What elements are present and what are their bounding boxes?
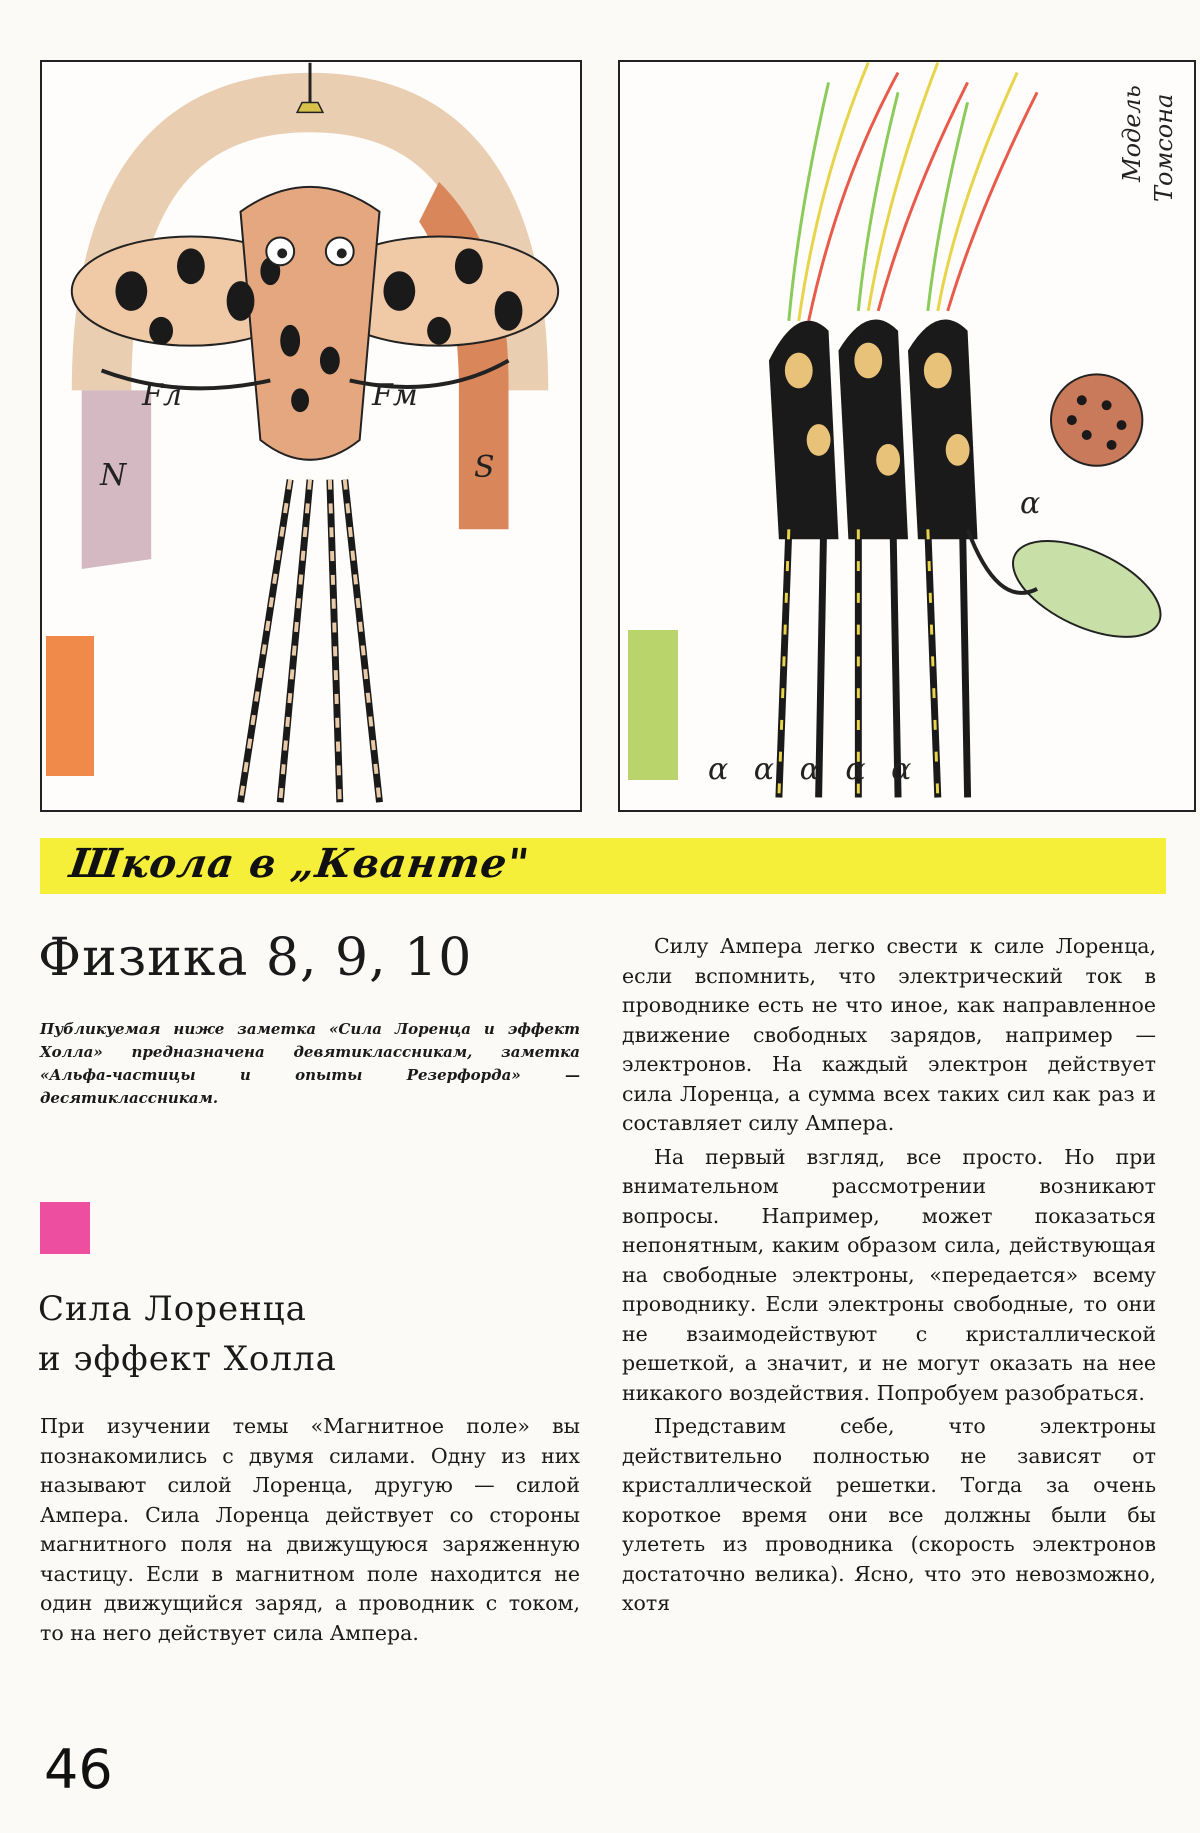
accent-square (40, 1202, 90, 1254)
banner-title: Школа в „Кванте" (66, 840, 533, 887)
magnet-south-label: S (474, 450, 495, 485)
article-title-line2: и эффект Холла (38, 1339, 337, 1379)
alpha-row-label: α α α α α (708, 752, 920, 787)
thomson-model-label-line1: Модель (1118, 85, 1146, 182)
lorentz-creature-drawing (42, 62, 580, 810)
illustration-lorentz-creature (40, 60, 582, 812)
article-paragraph: На первый взгляд, все просто. Но при внимательном рассмотрении возникают вопросы. Например, может показаться непонятным, каким образом сила, действующая на свободные электроны, «передается» всему проводнику. Если электроны свободные, то они не взаимодействуют с кристаллической решеткой, а значит, и не могут оказать на нее никакого воздействия. Попробуем разобраться. (622, 1144, 1156, 1405)
accent-bar-green (628, 630, 678, 780)
accent-bar-orange (46, 636, 94, 776)
article-paragraph: Представим себе, что электроны действительно полностью не зависят от кристаллической решетки. Тогда за очень короткое время они все должны были бы улететь из проводника (скорость электронов достаточно велика). Ясно, что это невозможно, хотя (622, 1414, 1156, 1615)
force-lorentz-label: Fл (142, 378, 182, 413)
force-magnetic-label: Fм (372, 378, 418, 413)
article-title (38, 1284, 558, 1384)
magnet-north-label: N (100, 458, 127, 493)
thomson-model-drawing (620, 62, 1194, 810)
page-number: 46 (44, 1738, 113, 1801)
illustration-thomson-model (618, 60, 1196, 812)
section-heading: Физика 8, 9, 10 (38, 928, 473, 988)
alpha-particle-label: α (1020, 486, 1041, 521)
intro-note: Публикуемая ниже заметка «Сила Лоренца и эффект Холла» предназначена девятиклассникам, заметка «Альфа-частицы и опыты Резерфорда» — десятиклассникам. (40, 1020, 580, 1107)
article-title-line1: Сила Лоренца (38, 1289, 307, 1329)
right-column (622, 932, 1156, 1623)
article-paragraph: Силу Ампера легко свести к силе Лоренца, если вспомнить, что электрический ток в проводнике есть не что иное, как направленное движение свободных зарядов, например — электронов. На каждый электрон действует сила Лоренца, а сумма всех таких сил как раз и составляет силу Ампера. (622, 934, 1156, 1135)
section-banner (40, 838, 1166, 894)
article-paragraph: При изучении темы «Магнитное поле» вы познакомились с двумя силами. Одну из них называют силой Лоренца, другую — силой Ампера. Сила Лоренца действует со стороны магнитного поля на движущуюся заряженную частицу. Если в магнитном поле находится не один движущийся заряд, а проводник с током, то на него действует сила Ампера. (40, 1414, 580, 1645)
thomson-model-label-line2: Томсона (1150, 93, 1178, 202)
